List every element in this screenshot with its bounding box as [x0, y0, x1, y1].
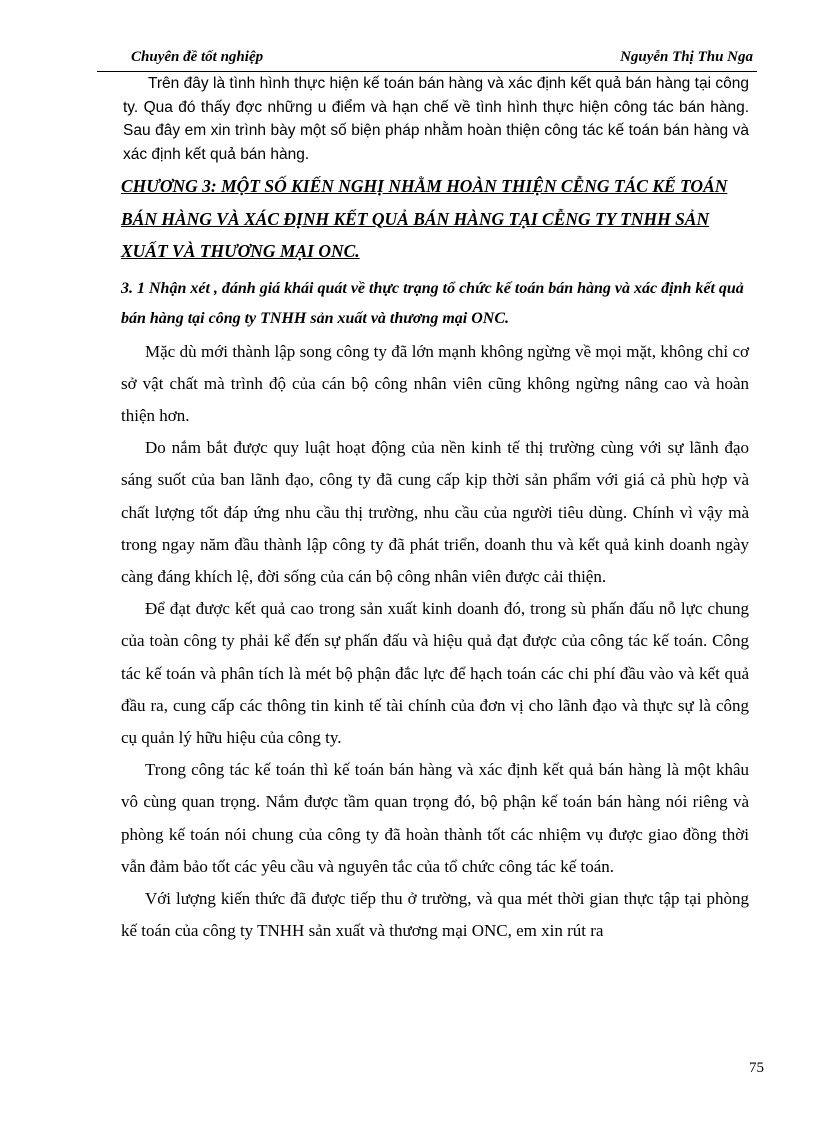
page-header [97, 47, 757, 72]
body-paragraph: Mặc dù mới thành lập song công ty đã lớn mạnh không ngừng về mọi mặt, không chỉ cơ sở vật chất mà trình độ của cán bộ công nhân viên cũng không ngừng nâng cao và hoàn thiện hơn. [121, 341, 749, 425]
body-paragraph: Trong công tác kế toán thì kế toán bán hàng và xác định kết quả bán hàng là một khâu vô cùng quan trọng. Nắm được tầm quan trọng đó, bộ phận kế toán bán hàng nói riêng và phòng kế toán nói chung của công ty đã hoàn thành tốt các nhiệm vụ được giao đồng thời vẫn đảm bảo tốt các yêu cầu và nguyên tắc của tổ chức công tác kế toán. [121, 760, 749, 876]
document-body [123, 72, 749, 947]
header-title: Chuyên đề tốt nghiệp [131, 49, 264, 65]
body-paragraph: Do nắm bắt được quy luật hoạt động của nền kinh tế thị trường cùng với sự lãnh đạo sáng suốt của ban lãnh đạo, công ty đã cung cấp kịp thời sản phẩm với giá cả phù hợp và chất lượng tốt đáp ứng nhu cầu thị trường, nhu cầu của người tiêu dùng. Chính vì vậy mà trong ngay năm đầu thành lập công ty đã phát triển, doanh thu và kết quả kinh doanh ngày càng đáng khích lệ, đời sống của cán bộ công nhân viên được cải thiện. [121, 438, 749, 586]
section-title: 3. 1 Nhận xét , đánh giá khái quát về thực trạng tổ chức kế toán bán hàng và xác định kết quả bán hàng tại công ty TNHH sản xuất và thương mại ONC. [121, 279, 744, 327]
intro-paragraph: Trên đây là tình hình thực hiện kế toán bán hàng và xác định kết quả bán hàng tại công ty. Qua đó thấy đợc những u điểm và hạn chế về tình hình thực hiện công tác bán hàng. Sau đây em xin trình bày một số biện pháp nhằm hoàn thiện công tác kế toán bán hàng và xác định kết quả bán hàng. [123, 75, 749, 163]
page-number: 75 [749, 1060, 764, 1076]
body-paragraph: Với lượng kiến thức đã được tiếp thu ở trường, và qua mét thời gian thực tập tại phòng kế toán của công ty TNHH sản xuất và thương mại ONC, em xin rút ra [121, 888, 749, 941]
chapter-title: CHƯƠNG 3: MỘT SỐ KIẾN NGHỊ NHẰM HOÀN THIỆN CỄNG TÁC KẾ TOÁN BÁN HÀNG VÀ XÁC ĐỊNH KẾT QUẢ BÁN HÀNG TẠI CỄNG TY TNHH SẢN XUẤT VÀ THƯƠNG MẠI ONC. [121, 176, 728, 261]
body-paragraph: Để đạt được kết quả cao trong sản xuất kinh doanh đó, trong sù phấn đấu nỗ lực chung của toàn công ty phải kể đến sự phấn đấu và hiệu quả đạt được của công tác kế toán. Công tác kế toán và phân tích là mét bộ phận đắc lực để hạch toán các chi phí đầu vào và kết quả đầu ra, cung cấp các thông tin kinh tế tài chính của đơn vị cho lãnh đạo và thực sự là công cụ quản lý hữu hiệu của công ty. [121, 599, 749, 747]
header-author: Nguyễn Thị Thu Nga [620, 49, 753, 65]
